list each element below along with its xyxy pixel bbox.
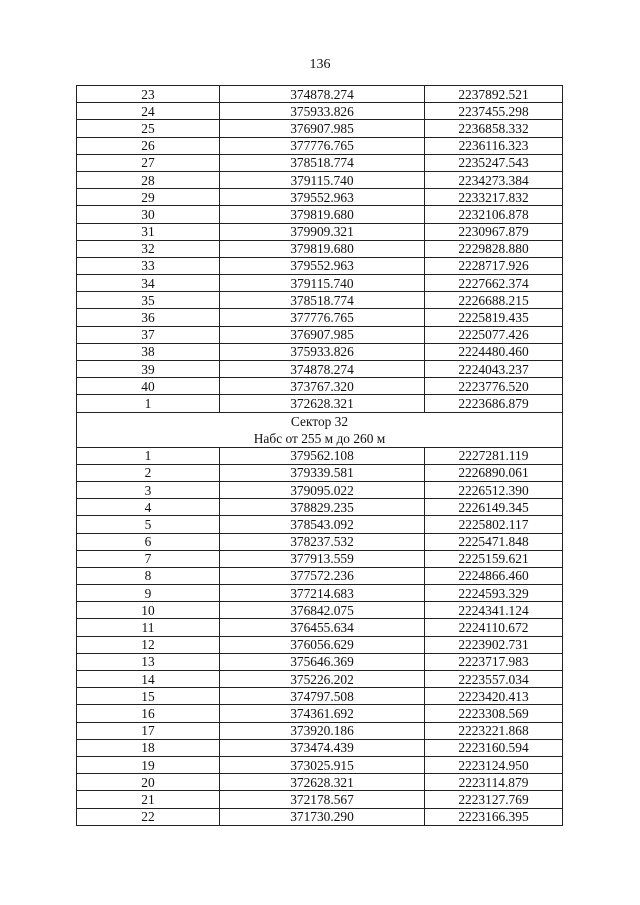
point-number-cell: 16 [77, 705, 220, 722]
table-row [77, 688, 563, 705]
x-coordinate-cell: 376056.629 [220, 636, 425, 653]
point-number-cell: 29 [77, 189, 220, 206]
y-coordinate-cell: 2224593.329 [425, 585, 563, 602]
x-coordinate-cell: 372178.567 [220, 791, 425, 808]
y-coordinate-cell: 2236858.332 [425, 120, 563, 137]
table-row [77, 103, 563, 120]
point-number-cell: 21 [77, 791, 220, 808]
y-coordinate-cell: 2227281.119 [425, 447, 563, 464]
table-row [77, 378, 563, 395]
table-row [77, 739, 563, 756]
table-row [77, 120, 563, 137]
x-coordinate-cell: 376907.985 [220, 120, 425, 137]
y-coordinate-cell: 2237455.298 [425, 103, 563, 120]
y-coordinate-cell: 2223166.395 [425, 808, 563, 825]
point-number-cell: 15 [77, 688, 220, 705]
table-row [77, 464, 563, 481]
point-number-cell: 31 [77, 223, 220, 240]
table-row [77, 499, 563, 516]
point-number-cell: 9 [77, 585, 220, 602]
page-number: 136 [309, 57, 331, 72]
y-coordinate-cell: 2224341.124 [425, 602, 563, 619]
x-coordinate-cell: 374878.274 [220, 86, 425, 103]
table-row [77, 86, 563, 103]
y-coordinate-cell: 2223127.769 [425, 791, 563, 808]
y-coordinate-cell: 2225802.117 [425, 516, 563, 533]
x-coordinate-cell: 377214.683 [220, 585, 425, 602]
x-coordinate-cell: 379819.680 [220, 240, 425, 257]
x-coordinate-cell: 377913.559 [220, 550, 425, 567]
table-row [77, 585, 563, 602]
y-coordinate-cell: 2236116.323 [425, 137, 563, 154]
y-coordinate-cell: 2224866.460 [425, 567, 563, 584]
x-coordinate-cell: 373474.439 [220, 739, 425, 756]
x-coordinate-cell: 378518.774 [220, 292, 425, 309]
point-number-cell: 38 [77, 343, 220, 360]
point-number-cell: 10 [77, 602, 220, 619]
table-row [77, 671, 563, 688]
table-row [77, 137, 563, 154]
table-row [77, 774, 563, 791]
y-coordinate-cell: 2227662.374 [425, 275, 563, 292]
table-row [77, 275, 563, 292]
table-row [77, 257, 563, 274]
table-row [77, 189, 563, 206]
x-coordinate-cell: 378543.092 [220, 516, 425, 533]
table-row [77, 722, 563, 739]
table-row [77, 395, 563, 412]
table-row [77, 481, 563, 498]
y-coordinate-cell: 2223160.594 [425, 739, 563, 756]
y-coordinate-cell: 2223557.034 [425, 671, 563, 688]
x-coordinate-cell: 374361.692 [220, 705, 425, 722]
x-coordinate-cell: 376842.075 [220, 602, 425, 619]
table-row [77, 447, 563, 464]
y-coordinate-cell: 2223717.983 [425, 653, 563, 670]
x-coordinate-cell: 379562.108 [220, 447, 425, 464]
sector-title: Сектор 32 [290, 413, 349, 429]
table-row [77, 808, 563, 825]
point-number-cell: 14 [77, 671, 220, 688]
table-row [77, 756, 563, 773]
point-number-cell: 36 [77, 309, 220, 326]
coordinates-table-body-bottom [77, 447, 563, 825]
y-coordinate-cell: 2234273.384 [425, 171, 563, 188]
y-coordinate-cell: 2229828.880 [425, 240, 563, 257]
sector-subtitle: Набс от 255 м до 260 м [253, 430, 386, 446]
y-coordinate-cell: 2226688.215 [425, 292, 563, 309]
point-number-cell: 7 [77, 550, 220, 567]
y-coordinate-cell: 2223124.950 [425, 756, 563, 773]
y-coordinate-cell: 2226149.345 [425, 499, 563, 516]
y-coordinate-cell: 2233217.832 [425, 189, 563, 206]
sector-header-group [77, 412, 563, 447]
y-coordinate-cell: 2230967.879 [425, 223, 563, 240]
point-number-cell: 32 [77, 240, 220, 257]
x-coordinate-cell: 375933.826 [220, 103, 425, 120]
y-coordinate-cell: 2226512.390 [425, 481, 563, 498]
point-number-cell: 28 [77, 171, 220, 188]
table-row [77, 343, 563, 360]
y-coordinate-cell: 2223776.520 [425, 378, 563, 395]
x-coordinate-cell: 379552.963 [220, 257, 425, 274]
table-row [77, 326, 563, 343]
table-row [77, 171, 563, 188]
point-number-cell: 34 [77, 275, 220, 292]
point-number-cell: 24 [77, 103, 220, 120]
point-number-cell: 39 [77, 361, 220, 378]
point-number-cell: 20 [77, 774, 220, 791]
y-coordinate-cell: 2223686.879 [425, 395, 563, 412]
point-number-cell: 2 [77, 464, 220, 481]
point-number-cell: 19 [77, 756, 220, 773]
point-number-cell: 18 [77, 739, 220, 756]
table-row [77, 292, 563, 309]
point-number-cell: 33 [77, 257, 220, 274]
x-coordinate-cell: 378518.774 [220, 154, 425, 171]
point-number-cell: 22 [77, 808, 220, 825]
table-row [77, 567, 563, 584]
y-coordinate-cell: 2235247.543 [425, 154, 563, 171]
x-coordinate-cell: 377776.765 [220, 309, 425, 326]
table-row [77, 705, 563, 722]
y-coordinate-cell: 2224480.460 [425, 343, 563, 360]
x-coordinate-cell: 378237.532 [220, 533, 425, 550]
table-row [77, 550, 563, 567]
point-number-cell: 37 [77, 326, 220, 343]
x-coordinate-cell: 372628.321 [220, 395, 425, 412]
table-row [77, 309, 563, 326]
point-number-cell: 13 [77, 653, 220, 670]
x-coordinate-cell: 378829.235 [220, 499, 425, 516]
y-coordinate-cell: 2224110.672 [425, 619, 563, 636]
point-number-cell: 6 [77, 533, 220, 550]
y-coordinate-cell: 2225159.621 [425, 550, 563, 567]
point-number-cell: 3 [77, 481, 220, 498]
table-row [77, 533, 563, 550]
x-coordinate-cell: 375646.369 [220, 653, 425, 670]
table-row [77, 516, 563, 533]
y-coordinate-cell: 2232106.878 [425, 206, 563, 223]
y-coordinate-cell: 2223221.868 [425, 722, 563, 739]
sector-header-row [77, 412, 563, 447]
y-coordinate-cell: 2225077.426 [425, 326, 563, 343]
x-coordinate-cell: 376907.985 [220, 326, 425, 343]
y-coordinate-cell: 2225471.848 [425, 533, 563, 550]
point-number-cell: 8 [77, 567, 220, 584]
x-coordinate-cell: 379339.581 [220, 464, 425, 481]
coordinates-table-body-top [77, 86, 563, 413]
y-coordinate-cell: 2225819.435 [425, 309, 563, 326]
y-coordinate-cell: 2223308.569 [425, 705, 563, 722]
point-number-cell: 27 [77, 154, 220, 171]
coordinates-table [76, 85, 563, 826]
y-coordinate-cell: 2223902.731 [425, 636, 563, 653]
point-number-cell: 1 [77, 395, 220, 412]
point-number-cell: 11 [77, 619, 220, 636]
table-row [77, 223, 563, 240]
table-row [77, 619, 563, 636]
x-coordinate-cell: 375226.202 [220, 671, 425, 688]
y-coordinate-cell: 2223114.879 [425, 774, 563, 791]
x-coordinate-cell: 374797.508 [220, 688, 425, 705]
x-coordinate-cell: 371730.290 [220, 808, 425, 825]
x-coordinate-cell: 379115.740 [220, 275, 425, 292]
table-row [77, 636, 563, 653]
sector-header-cell [77, 412, 563, 447]
x-coordinate-cell: 377572.236 [220, 567, 425, 584]
x-coordinate-cell: 373767.320 [220, 378, 425, 395]
table-row [77, 653, 563, 670]
x-coordinate-cell: 379115.740 [220, 171, 425, 188]
point-number-cell: 4 [77, 499, 220, 516]
x-coordinate-cell: 373920.186 [220, 722, 425, 739]
table-row [77, 791, 563, 808]
table-row [77, 602, 563, 619]
point-number-cell: 17 [77, 722, 220, 739]
point-number-cell: 25 [77, 120, 220, 137]
table-row [77, 154, 563, 171]
x-coordinate-cell: 379819.680 [220, 206, 425, 223]
table-row [77, 240, 563, 257]
y-coordinate-cell: 2226890.061 [425, 464, 563, 481]
x-coordinate-cell: 375933.826 [220, 343, 425, 360]
point-number-cell: 5 [77, 516, 220, 533]
y-coordinate-cell: 2237892.521 [425, 86, 563, 103]
x-coordinate-cell: 376455.634 [220, 619, 425, 636]
y-coordinate-cell: 2228717.926 [425, 257, 563, 274]
x-coordinate-cell: 379909.321 [220, 223, 425, 240]
point-number-cell: 26 [77, 137, 220, 154]
x-coordinate-cell: 373025.915 [220, 756, 425, 773]
table-row [77, 361, 563, 378]
x-coordinate-cell: 379552.963 [220, 189, 425, 206]
point-number-cell: 23 [77, 86, 220, 103]
y-coordinate-cell: 2223420.413 [425, 688, 563, 705]
x-coordinate-cell: 377776.765 [220, 137, 425, 154]
y-coordinate-cell: 2224043.237 [425, 361, 563, 378]
point-number-cell: 1 [77, 447, 220, 464]
x-coordinate-cell: 374878.274 [220, 361, 425, 378]
point-number-cell: 30 [77, 206, 220, 223]
x-coordinate-cell: 379095.022 [220, 481, 425, 498]
x-coordinate-cell: 372628.321 [220, 774, 425, 791]
point-number-cell: 35 [77, 292, 220, 309]
point-number-cell: 40 [77, 378, 220, 395]
table-row [77, 206, 563, 223]
point-number-cell: 12 [77, 636, 220, 653]
